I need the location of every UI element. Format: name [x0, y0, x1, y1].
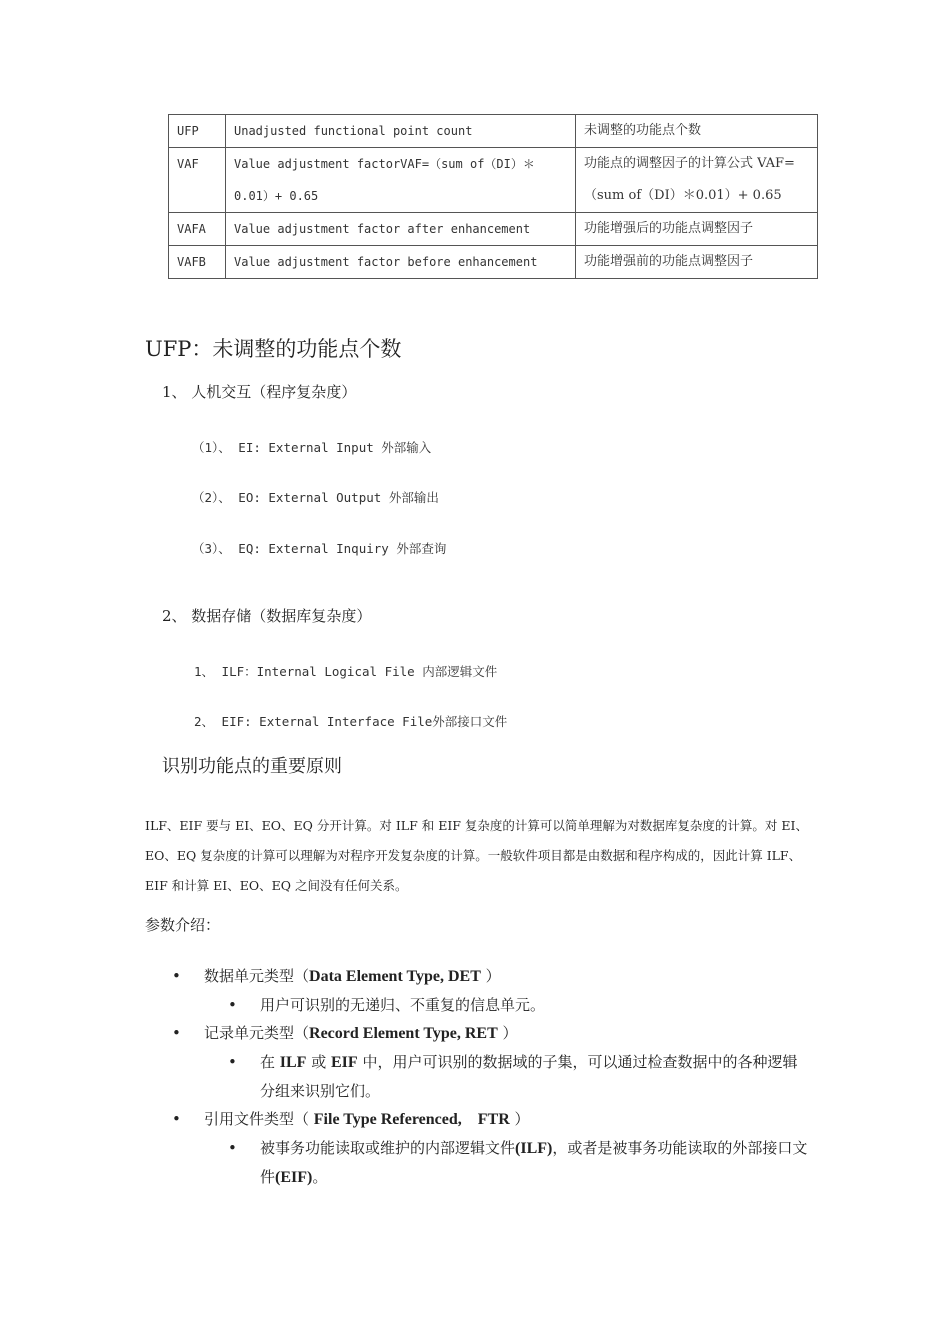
abbr-cell: UFP — [169, 115, 226, 148]
abbr-cell: VAFB — [169, 246, 226, 279]
table-row — [169, 148, 818, 213]
bullet-icon: • — [228, 1053, 237, 1071]
table-row — [169, 213, 818, 246]
det-sublist — [170, 991, 820, 1019]
det-label — [204, 962, 501, 991]
desc-cell: Value adjustment factor after enhancement — [226, 213, 576, 246]
list-item-ftr — [170, 1105, 820, 1192]
section-2-item-eif: 2、 EIF: External Interface File外部接口文件 — [194, 714, 508, 729]
section-1-item-eo: （2）、 EO: External Output 外部输出 — [192, 490, 439, 505]
ret-suffix: ） — [497, 1024, 518, 1042]
zh-cell: 功能点的调整因子的计算公式 VAF=（sum of（DI）＊0.01）+ 0.65 — [576, 148, 818, 213]
abbr-cell: VAF — [169, 148, 226, 213]
params-list — [170, 962, 820, 1192]
ret-desc-e: 中，用户可识别的数据域的子集，可以通过检查数据中的各种逻辑分组来识别它们。 — [260, 1053, 798, 1100]
section-1-item-ei: （1）、 EI: External Input 外部输入 — [192, 440, 432, 455]
ftr-desc — [260, 1134, 808, 1192]
bullet-icon: • — [172, 1024, 181, 1042]
ret-bold: Record Element Type, RET — [309, 1025, 498, 1042]
ftr-desc-eif: (EIF) — [275, 1169, 313, 1186]
desc-cell: Unadjusted functional point count — [226, 115, 576, 148]
ret-desc-eif: EIF — [331, 1054, 358, 1071]
ret-label — [204, 1019, 518, 1048]
ftr-sublist — [170, 1134, 820, 1192]
det-bold: Data Element Type, DET — [309, 968, 481, 985]
list-item-ret — [170, 1019, 820, 1105]
list-item — [226, 1048, 820, 1105]
det-prefix: 数据单元类型（ — [204, 967, 310, 985]
zh-cell: 功能增强后的功能点调整因子 — [576, 213, 818, 246]
zh-cell: 未调整的功能点个数 — [576, 115, 818, 148]
zh-cell: 功能增强前的功能点调整因子 — [576, 246, 818, 279]
ftr-desc-a: 被事务功能读取或维护的内部逻辑文件 — [260, 1139, 516, 1157]
bullet-icon: • — [172, 1110, 181, 1128]
ftr-label — [204, 1105, 530, 1134]
abbr-cell: VAFA — [169, 213, 226, 246]
section-2-item-ilf: 1、 ILF：Internal Logical File 内部逻辑文件 — [194, 664, 498, 679]
ret-desc-ilf: ILF — [279, 1054, 307, 1071]
desc-cell: Value adjustment factorVAF=（sum of（DI）＊0.01）+ 0.65 — [226, 148, 576, 213]
desc-cell: Value adjustment factor before enhancement — [226, 246, 576, 279]
principle-heading: 识别功能点的重要原则 — [162, 756, 342, 777]
params-label: 参数介绍： — [145, 916, 221, 934]
section-1-item-eq: （3）、 EQ: External Inquiry 外部查询 — [192, 541, 447, 556]
table-row — [169, 246, 818, 279]
ftr-prefix: 引用文件类型（ — [204, 1110, 314, 1128]
ret-desc-a: 在 — [260, 1053, 280, 1071]
principle-paragraph: ILF、EIF 要与 EI、EO、EQ 分开计算。对 ILF 和 EIF 复杂度的计算可以简单理解为对数据库复杂度的计算。对 EI、EO、EQ 复杂度的计算可以理解为对程序开发复杂度的计算。一般软件项目都是由数据和程序构成的，因此计算 ILF、EIF 和计算 EI、EO、EQ 之间没有任何关系。 — [145, 818, 808, 893]
bullet-icon: • — [172, 967, 181, 985]
ftr-suffix: ） — [509, 1110, 530, 1128]
det-desc: 用户可识别的无递归、不重复的信息单元。 — [260, 996, 546, 1014]
ufp-heading: UFP：未调整的功能点个数 — [145, 337, 402, 361]
ftr-bold: File Type Referenced, FTR — [313, 1111, 510, 1128]
ftr-desc-ilf: (ILF) — [515, 1140, 553, 1157]
ret-desc-c: 或 — [306, 1053, 331, 1071]
ret-desc — [260, 1048, 808, 1105]
det-suffix: ） — [480, 967, 501, 985]
section-2-title: 2、 数据存储（数据库复杂度） — [162, 607, 372, 625]
list-item — [226, 991, 820, 1019]
section-1-title: 1、 人机交互（程序复杂度） — [162, 383, 357, 401]
list-item-det — [170, 962, 820, 1019]
bullet-icon: • — [228, 996, 237, 1014]
ret-sublist — [170, 1048, 820, 1105]
abbreviation-table — [168, 114, 818, 279]
ftr-desc-e: 。 — [312, 1168, 328, 1186]
table-row — [169, 115, 818, 148]
ftr-desc-c: ，或者是被事务功能读取的外部接口文件 — [260, 1139, 808, 1186]
bullet-icon: • — [228, 1139, 237, 1157]
ret-prefix: 记录单元类型（ — [204, 1024, 310, 1042]
list-item — [226, 1134, 820, 1192]
